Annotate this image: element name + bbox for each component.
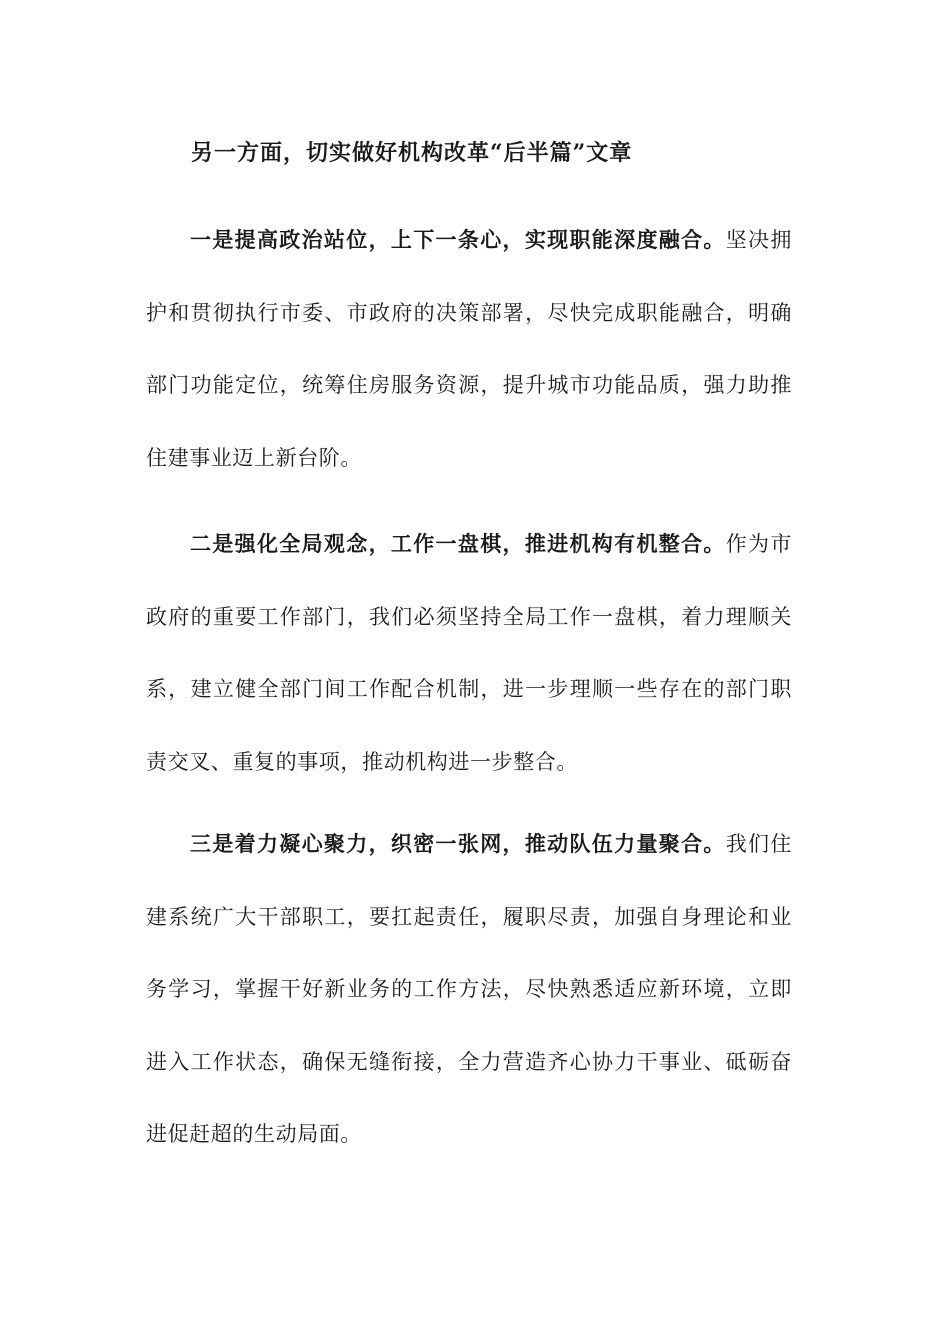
paragraph-2-body: 作为市政府的重要工作部门，我们必须坚持全局工作一盘棋，着力理顺关系，建立健全部门间工作配合机制，进一步理顺一些存在的部门职责交叉、重复的事项，推动机构进一步整合。: [146, 532, 792, 774]
paragraph-2-lead: 二是强化全局观念，工作一盘棋，推进机构有机整合。: [190, 531, 726, 556]
paragraph-2: [146, 508, 792, 798]
section-heading: 另一方面，切实做好机构改革“后半篇”文章: [191, 140, 633, 166]
paragraph-1: [146, 204, 792, 494]
paragraph-3-lead: 三是着力凝心聚力，织密一张网，推动队伍力量聚合。: [190, 831, 726, 856]
paragraph-1-lead: 一是提高政治站位，上下一条心，实现职能深度融合。: [190, 227, 726, 252]
paragraph-3-body: 我们住建系统广大干部职工，要扛起责任，履职尽责，加强自身理论和业务学习，掌握干好新业务的工作方法，尽快熟悉适应新环境，立即进入工作状态，确保无缝衔接，全力营造齐心协力干事业、砥砺奋进促赶超的生动局面。: [146, 832, 792, 1146]
paragraph-3: [146, 808, 792, 1171]
paragraph-1-body: 坚决拥护和贯彻执行市委、市政府的决策部署，尽快完成职能融合，明确部门功能定位，统筹住房服务资源，提升城市功能品质，强力助推住建事业迈上新台阶。: [146, 228, 792, 470]
